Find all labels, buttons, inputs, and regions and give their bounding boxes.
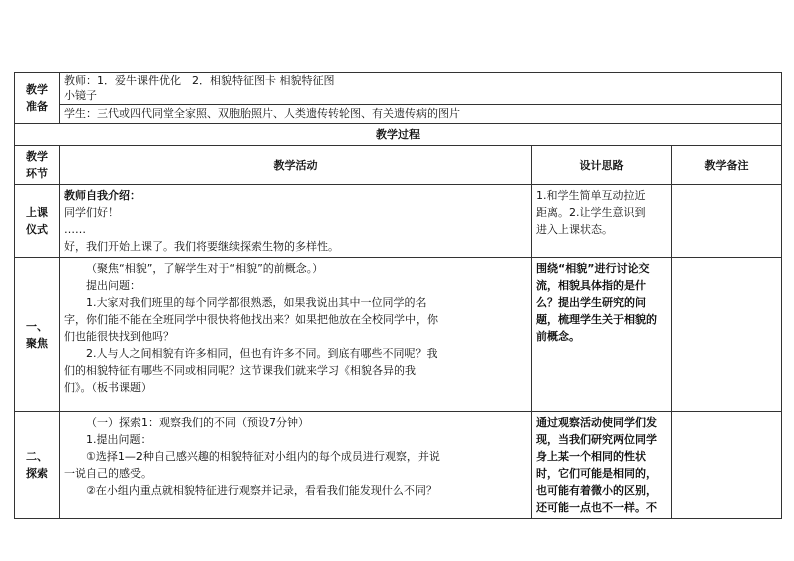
stage-line1: 一、 bbox=[26, 319, 48, 333]
activity-line: 1.大家对我们班里的每个同学都很熟悉，如果我说出其中一位同学的名 bbox=[86, 296, 427, 309]
stage-line2: 探索 bbox=[26, 467, 48, 480]
notes-cell bbox=[672, 258, 782, 412]
activity-line: 们也能很快找到他吗？ bbox=[64, 330, 174, 343]
header-stage-line2: 环节 bbox=[26, 167, 48, 180]
activity-line: ②在小组内重点就相貌特征进行观察并记录，看看我们能发现什么不同？ bbox=[86, 484, 437, 497]
prep-teacher-line1: 教师：1．爱牛课件优化 2．相貌特征图卡 相貌特征图 bbox=[64, 74, 335, 87]
table-row bbox=[15, 185, 782, 258]
lesson-plan-table bbox=[14, 72, 782, 519]
design-line: 前概念。 bbox=[536, 330, 580, 343]
design-cell bbox=[532, 258, 672, 412]
activity-line: 们的相貌特征有哪些不同或相同呢？这节课我们就来学习《相貌各异的我 bbox=[64, 364, 416, 377]
design-line: 身上某一个相同的性状 bbox=[536, 450, 646, 463]
stage-line2: 仪式 bbox=[26, 223, 48, 236]
stage-cell bbox=[15, 258, 60, 412]
header-activity: 教学活动 bbox=[60, 146, 532, 185]
activity-line: 们》。（板书课题） bbox=[64, 381, 152, 394]
design-cell bbox=[532, 412, 672, 519]
activity-cell bbox=[60, 412, 532, 519]
prep-teacher-line2: 小镜子 bbox=[64, 89, 97, 102]
stage-line1: 二、 bbox=[26, 450, 48, 463]
design-line: 么？提出学生研究的问 bbox=[536, 296, 646, 309]
prep-students-row bbox=[15, 105, 782, 124]
design-line: 流，相貌具体指的是什 bbox=[536, 279, 646, 292]
header-row bbox=[15, 146, 782, 185]
process-title: 教学过程 bbox=[15, 124, 782, 146]
design-line: 现，当我们研究两位同学 bbox=[536, 433, 657, 446]
design-line: 1.和学生简单互动拉近 bbox=[536, 189, 646, 202]
header-stage bbox=[15, 146, 60, 185]
process-title-row bbox=[15, 124, 782, 146]
design-line: 距离。2.让学生意识到 bbox=[536, 206, 646, 219]
stage-cell bbox=[15, 185, 60, 258]
activity-line: 字，你们能不能在全班同学中很快将他找出来？如果把他放在全校同学中，你 bbox=[64, 313, 438, 326]
activity-line: 1.提出问题： bbox=[86, 433, 152, 446]
table-row bbox=[15, 412, 782, 519]
prep-label-line2: 准备 bbox=[26, 100, 48, 113]
activity-line: 一说自己的感受。 bbox=[64, 467, 152, 480]
stage-cell bbox=[15, 412, 60, 519]
design-line: 围绕“相貌”进行讨论交 bbox=[536, 262, 650, 275]
header-design: 设计思路 bbox=[532, 146, 672, 185]
notes-cell bbox=[672, 185, 782, 258]
stage-line2: 聚焦 bbox=[26, 336, 48, 350]
activity-line: …… bbox=[64, 223, 86, 236]
notes-cell bbox=[672, 412, 782, 519]
prep-teacher-row bbox=[15, 73, 782, 105]
table-row bbox=[15, 258, 782, 412]
design-line: 通过观察活动使同学们发 bbox=[536, 416, 657, 429]
header-notes: 教学备注 bbox=[672, 146, 782, 185]
activity-line: 提出问题： bbox=[86, 279, 141, 292]
activity-cell bbox=[60, 258, 532, 412]
activity-line: 同学们好！ bbox=[64, 206, 119, 219]
design-line: 时，它们可能是相同的， bbox=[536, 467, 657, 480]
design-line: 进入上课状态。 bbox=[536, 223, 613, 236]
prep-students-cell: 学生：三代或四代同堂全家照、双胞胎照片、人类遗传转轮图、有关遗传病的图片 bbox=[60, 105, 782, 124]
design-line: 还可能一点也不一样。不 bbox=[536, 501, 657, 514]
activity-line: （聚焦“相貌”，了解学生对于“相貌”的前概念。） bbox=[86, 262, 324, 275]
activity-line: ①选择1—2种自己感兴趣的相貌特征对小组内的每个成员进行观察，并说 bbox=[86, 450, 440, 463]
activity-line: 教师自我介绍： bbox=[64, 189, 141, 202]
activity-line: 2.人与人之间相貌有许多相同，但也有许多不同。到底有哪些不同呢？我 bbox=[86, 347, 438, 360]
design-line: 也可能有着微小的区别， bbox=[536, 484, 657, 497]
prep-label-cell bbox=[15, 73, 60, 124]
design-line: 题，梳理学生关于相貌的 bbox=[536, 313, 657, 326]
activity-cell bbox=[60, 185, 532, 258]
prep-label-line1: 教学 bbox=[26, 83, 48, 96]
activity-line: 好，我们开始上课了。我们将要继续探索生物的多样性。 bbox=[64, 240, 339, 253]
header-stage-line1: 教学 bbox=[26, 150, 48, 163]
activity-line: （一）探索1：观察我们的不同（预设7分钟） bbox=[86, 416, 309, 429]
prep-teacher-cell bbox=[60, 73, 782, 105]
design-cell bbox=[532, 185, 672, 258]
stage-line1: 上课 bbox=[26, 206, 48, 219]
